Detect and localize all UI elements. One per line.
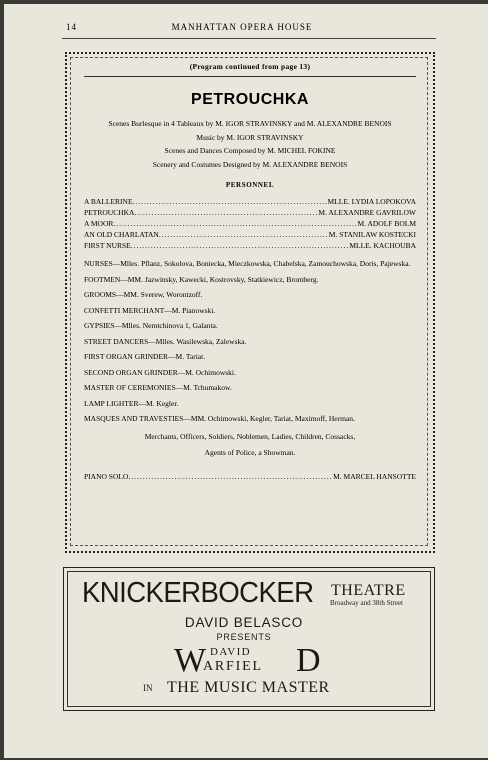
- page-title: MANHATTAN OPERA HOUSE: [171, 22, 313, 32]
- role-name: A BALLERINE: [84, 197, 133, 206]
- ensemble-entry: NURSES—Mlles. Pflanz, Sokolova, Boniecka, Mieczkowska, Chabelska, Zamouchowska, Doris, Pajewska.: [84, 259, 411, 268]
- producer-name: DAVID BELASCO: [184, 615, 304, 630]
- actor-name: MLLE. LYDIA LOPOKOVA: [327, 197, 416, 206]
- theatre-word: THEATRE: [331, 582, 406, 599]
- ensemble-entry: CONFETTI MERCHANT—M. Pianowski.: [84, 305, 216, 315]
- actor-name: M. ALEXANDRE GAVRILOW: [318, 208, 416, 217]
- ensemble-entry: LAMP LIGHTER—M. Kegler.: [84, 398, 179, 408]
- role-name: PIANO SOLO: [84, 471, 129, 481]
- credit-line: Scenes and Dances Composed by M. MICHEL FOKINE: [164, 146, 336, 155]
- actor-name: M. STANILAW KOSTECKI: [328, 230, 416, 239]
- ensemble-entry: MASTER OF CEREMONIES—M. Tchumakow.: [84, 383, 232, 392]
- cast-row: [84, 196, 416, 207]
- play-title: THE MUSIC MASTER: [167, 679, 330, 696]
- extras-line: Agents of Police, a Showman.: [204, 448, 296, 457]
- theatre-address: Broadway and 38th Street: [330, 599, 403, 607]
- ensemble-list: [84, 259, 416, 424]
- ensemble-entry: FOOTMEN—MM. Jazwinsky, Kawecki, Kostrovsky, Statkiewicz, Bromberg.: [84, 274, 319, 284]
- extras-note: [84, 432, 416, 458]
- cast-row: [84, 229, 416, 240]
- actor-name: M. MARCEL HANSOTTE: [333, 471, 416, 481]
- continued-rule: [84, 76, 416, 77]
- ensemble-entry: FIRST ORGAN GRINDER—M. Tariat.: [84, 352, 206, 361]
- header-rule: [62, 38, 436, 39]
- cast-row: [84, 207, 416, 218]
- extras-line: Merchants, Officers, Soldiers, Noblemen, Ladies, Children, Cossacks,: [144, 431, 356, 441]
- star-initial-w: W: [174, 642, 207, 679]
- actor-name: M. ADOLF BOLM: [357, 219, 416, 228]
- page-number: 14: [66, 22, 77, 32]
- leader-dots: [131, 240, 350, 251]
- leader-dots: [134, 207, 318, 218]
- actor-name: MLLE. KACHOUBA: [349, 241, 416, 250]
- ensemble-entry: GYPSIES—Mlles. Nemtchinova 1, Galanta.: [84, 321, 218, 330]
- presents-text: PRESENTS: [216, 632, 272, 642]
- cast-row: [84, 240, 416, 251]
- continued-note: (Program continued from page 13): [189, 62, 311, 71]
- leader-dots: [159, 229, 329, 240]
- leader-dots: [128, 471, 333, 482]
- ensemble-entry: SECOND ORGAN GRINDER—M. Ochimowski.: [84, 367, 236, 377]
- leader-dots: [133, 196, 328, 207]
- ensemble-entry: MASQUES AND TRAVESTIES—MM. Ochimowski, Kegler, Tariat, Maximoff, Herman.: [84, 414, 355, 423]
- piano-solo-row: [84, 471, 416, 482]
- cast-row: [84, 218, 416, 229]
- ballet-title: PETROUCHKA: [191, 91, 309, 108]
- theatre-name: KNICKERBOCKER: [82, 577, 314, 609]
- credit-line: Scenes Burlesque in 4 Tableaux by M. IGOR STRAVINSKY and M. ALEXANDRE BENOIS: [108, 119, 392, 128]
- personnel-heading: PERSONNEL: [225, 181, 275, 189]
- star-first-name: DAVID: [210, 646, 252, 658]
- credit-line: Music by M. IGOR STRAVINSKY: [196, 132, 304, 142]
- star-final-d: D: [296, 642, 321, 679]
- role-name: FIRST NURSE: [84, 241, 131, 250]
- role-name: PETROUCHKA: [84, 208, 135, 217]
- ensemble-entry: GROOMS—MM. Sverew, Worontzoff.: [84, 290, 203, 299]
- role-name: AN OLD CHARLATAN: [84, 230, 159, 239]
- in-word: IN: [143, 683, 153, 693]
- leader-dots: [113, 218, 357, 229]
- ensemble-entry: STREET DANCERS—Mlles. Wasilewska, Zalewska.: [84, 336, 247, 346]
- credit-line: Scenery and Costumes Designed by M. ALEXANDRE BENOIS: [152, 159, 348, 169]
- program-content: [84, 62, 416, 482]
- star-surname-middle: ARFIEL: [203, 659, 263, 674]
- role-name: A MOOR: [84, 219, 114, 228]
- page-header: [0, 22, 484, 38]
